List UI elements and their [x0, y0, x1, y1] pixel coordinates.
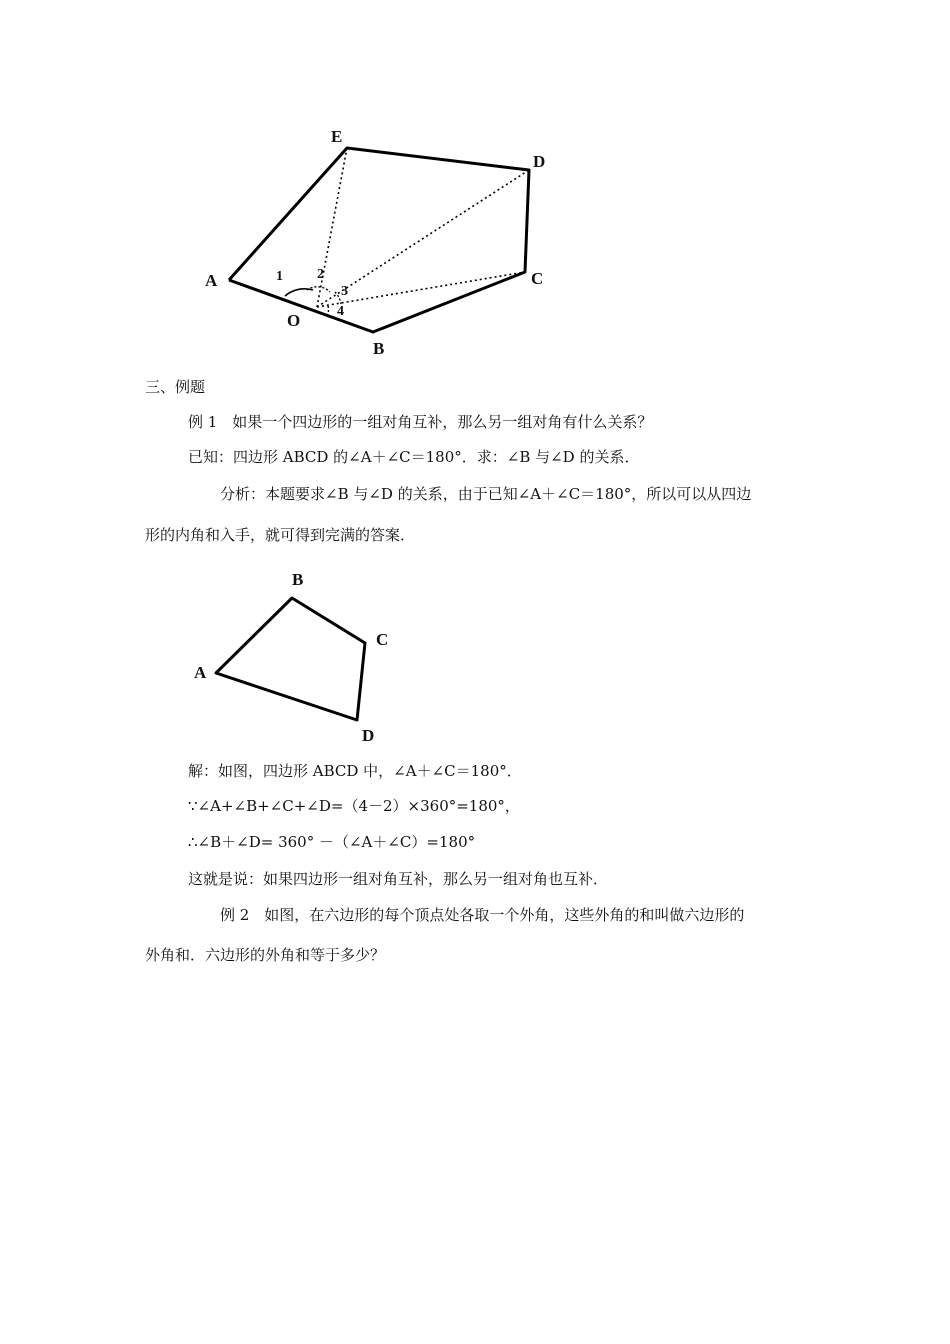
- angle-label-3: 3: [341, 284, 348, 299]
- vertex-label-a: A: [205, 271, 218, 290]
- vertex-label-b: B: [373, 339, 385, 358]
- angle-arc-1: [285, 289, 313, 296]
- vertex-label-c: C: [531, 269, 544, 288]
- example1-given: 已知：四边形 ABCD 的∠A＋∠C＝180°．求：∠B 与∠D 的关系．: [188, 448, 640, 466]
- vertex-label-e: E: [331, 127, 343, 146]
- solution-conclusion: 这就是说：如果四边形一组对角互补，那么另一组对角也互补．: [188, 870, 609, 888]
- solution-line3: ∴∠B＋∠D= 360° －（∠A＋∠C）=180°: [188, 833, 476, 851]
- example1-question: 例 1 如果一个四边形的一组对角互补，那么另一组对角有什么关系？: [188, 413, 653, 431]
- vertex-label-a: A: [194, 663, 207, 682]
- segment-od: [317, 170, 529, 307]
- pentagon-figure: [195, 120, 565, 370]
- angle-label-1: 1: [276, 269, 283, 284]
- vertex-label-b: B: [292, 570, 304, 589]
- pentagon-outline: [229, 148, 529, 332]
- angle-label-2: 2: [317, 267, 324, 282]
- quadrilateral-outline: [216, 598, 365, 720]
- vertex-label-c: C: [376, 630, 389, 649]
- vertex-label-o: O: [287, 311, 301, 330]
- section-heading: 三、例题: [145, 378, 206, 396]
- segment-oc: [317, 272, 525, 307]
- angle-label-4: 4: [337, 304, 344, 319]
- example2-line2: 外角和．六边形的外角和等于多少？: [145, 946, 386, 964]
- solution-line2: ∵∠A+∠B+∠C+∠D=（4－2）×360°=180°，: [188, 797, 520, 815]
- solution-line1: 解：如图，四边形 ABCD 中，∠A＋∠C＝180°．: [188, 762, 522, 780]
- example1-analysis-line2: 形的内角和入手，就可得到完满的答案．: [145, 526, 416, 544]
- vertex-label-d: D: [533, 152, 546, 171]
- vertex-label-d: D: [362, 726, 375, 745]
- example2-line1: 例 2 如图，在六边形的每个顶点处各取一个外角，这些外角的和叫做六边形的: [220, 906, 745, 924]
- example1-analysis-line1: 分析：本题要求∠B 与∠D 的关系，由于已知∠A＋∠C＝180°，所以可以从四边: [220, 485, 752, 503]
- angle-arc-4: [327, 306, 328, 316]
- quadrilateral-figure: [185, 565, 415, 750]
